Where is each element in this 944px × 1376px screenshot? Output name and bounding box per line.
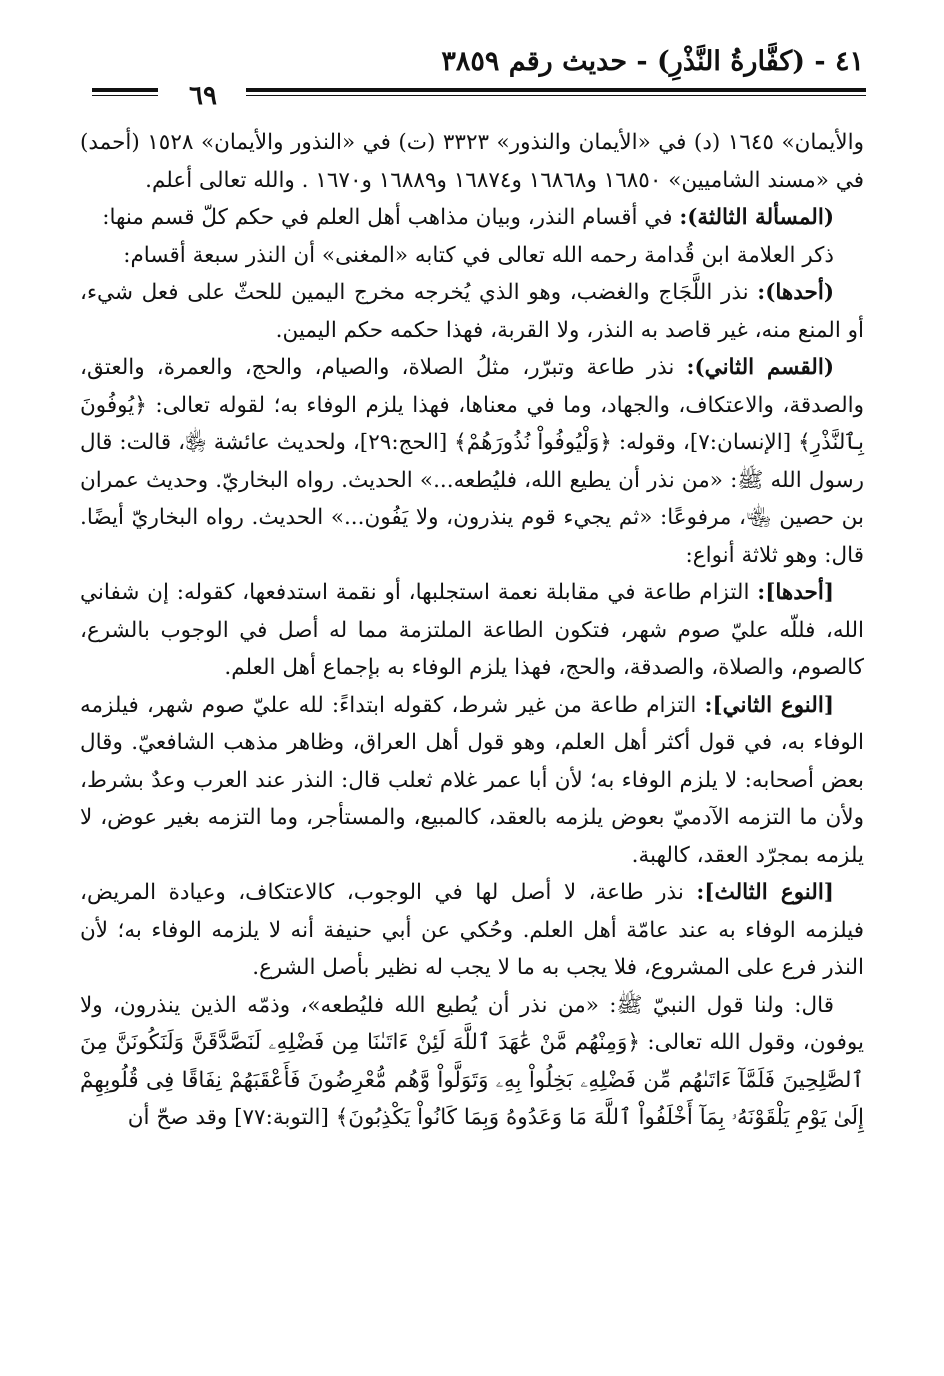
page-number: ٦٩	[189, 81, 217, 111]
paragraph-ibn-qudama	[80, 237, 864, 275]
paragraph-text: في أقسام النذر، وبيان مذاهب أهل العلم في حكم كلّ قسم منها:	[102, 205, 680, 230]
section-label: (المسألة الثالثة):	[679, 205, 834, 230]
paragraph-text: نذر اللَّجَاج والغضب، وهو الذي يُخرجه مخرج اليمين للحثّ على فعل شيء، أو المنع منه، غير قاصد به النذر، ولا القربة، فهذا حكمه حكم اليمين.	[80, 280, 864, 343]
section-label: (أحدها):	[757, 280, 834, 305]
section-label: [أحدها]:	[757, 580, 834, 605]
running-title: ٤١ - (كفَّارةُ النَّذْرِ) - حديث رقم ٣٨٥٩	[441, 46, 864, 77]
paragraph-text: ذكر العلامة ابن قُدامة رحمه الله تعالى في كتابه «المغنى» أن النذر سبعة أقسام:	[123, 242, 834, 268]
paragraph-third-issue	[80, 199, 864, 237]
section-label: (القسم الثاني):	[686, 355, 835, 380]
paragraph-text: والأيمان» ١٦٤٥ (د) في «الأيمان والنذور» ٣٣٢٣ (ت) في «النذور والأيمان» ١٥٢٨ (أحمد) في «مسند الشاميين» ١٦٨٥٠ و١٦٨٦٨ و١٦٨٧٤ و١٦٨٨٩ و١٦٧٠ . والله تعالى أعلم.	[80, 130, 864, 193]
paragraph-text: قال: ولنا قول النبيّ ﷺ: «من نذر أن يُطيع الله فليُطعه»، وذمّه الذين ينذرون، ولا يوفون، وقول الله تعالى: ﴿وَمِنْهُم مَّنْ عَٰهَدَ ٱللَّهَ لَئِنْ ءَاتَىٰنَا مِن فَضْلِهِۦ لَنَصَّدَّقَنَّ وَلَنَكُونَنَّ مِنَ ٱلصَّٰلِحِينَ فَلَمَّآ ءَاتَىٰهُم مِّن فَضْلِهِۦ بَخِلُواْ بِهِۦ وَتَوَلَّواْ وَّهُم مُّعْرِضُونَ فَأَعْقَبَهُمْ نِفَاقًا فِى قُلُوبِهِمْ إِلَىٰ يَوْمِ يَلْقَوْنَهُۥ بِمَآ أَخْلَفُواْ ٱللَّهَ مَا وَعَدُوهُ وَبِمَا كَانُواْ يَكْذِبُونَ﴾ [التوبة:٧٧] وقد صحّ أن	[80, 992, 864, 1130]
paragraph-kind-two	[80, 687, 864, 875]
body-text	[80, 124, 864, 1137]
paragraph-second-type	[80, 349, 864, 574]
paragraph-kind-three	[80, 874, 864, 987]
paragraph-kind-one	[80, 574, 864, 687]
paragraph-text: نذر طاعة وتبرّر، مثلُ الصلاة، والصيام، والحج، والعمرة، والعتق، والصدقة، والاعتكاف، والجهاد، وما في معناها، فهذا يلزم الوفاء به؛ لقوله تعالى: ﴿يُوفُونَ بِٱلنَّذْرِ﴾ [الإنسان:٧]، وقوله: ﴿وَلْيُوفُواْ نُذُورَهُمْ﴾ [الحج:٢٩]، ولحديث عائشة ﵂، قالت: قال رسول الله ﷺ: «من نذر أن يطيع الله، فليُطعه...» الحديث. رواه البخاريّ. وحديث عمران بن حصين ﵄، مرفوعًا: «ثم يجيء قوم ينذرون، ولا يَفُون...» الحديث. رواه البخاريّ أيضًا. قال: وهو ثلاثة أنواع:	[80, 355, 864, 568]
paragraph-text: التزام طاعة في مقابلة نعمة استجلبها، أو نقمة استدفعها، كقوله: إن شفاني الله، فللّه عليّ صوم شهر، فتكون الطاعة الملتزمة مما له أصل في الوجوب بالشرع، كالصوم، والصلاة، والصدقة، والحج، فهذا يلزم الوفاء به بإجماع أهل العلم.	[80, 580, 864, 680]
section-label: [النوع الثاني]:	[704, 692, 834, 718]
paragraph-citation	[80, 124, 864, 199]
paragraph-first-type	[80, 274, 864, 349]
section-label: [النوع الثالث]:	[696, 880, 834, 905]
paragraph-evidence	[80, 987, 864, 1137]
paragraph-text: نذر طاعة، لا أصل لها في الوجوب، كالاعتكاف، وعيادة المريض، فيلزمه الوفاء به عند عامّة أهل العلم. وحُكي عن أبي حنيفة أنه لا يلزمه الوفاء به؛ لأن النذر فرع على المشروع، فلا يجب به ما لا يجب له نظير بأصل الشرع.	[80, 880, 864, 980]
paragraph-text: التزام طاعة من غير شرط، كقوله ابتداءً: لله عليّ صوم شهر، فيلزمه الوفاء به، في قول أكثر أهل العلم، وهو قول أهل العراق، وظاهر مذهب الشافعيّ. وقال بعض أصحابه: لا يلزم الوفاء به؛ لأن أبا عمر غلام ثعلب قال: النذر عند العرب وعدٌ بشرط، ولأن ما التزمه الآدميّ بعوض يلزمه بالعقد، كالمبيع، والمستأجر، وما التزمه بغير عوض، لا يلزمه بمجرّد العقد، كالهبة.	[80, 692, 864, 868]
